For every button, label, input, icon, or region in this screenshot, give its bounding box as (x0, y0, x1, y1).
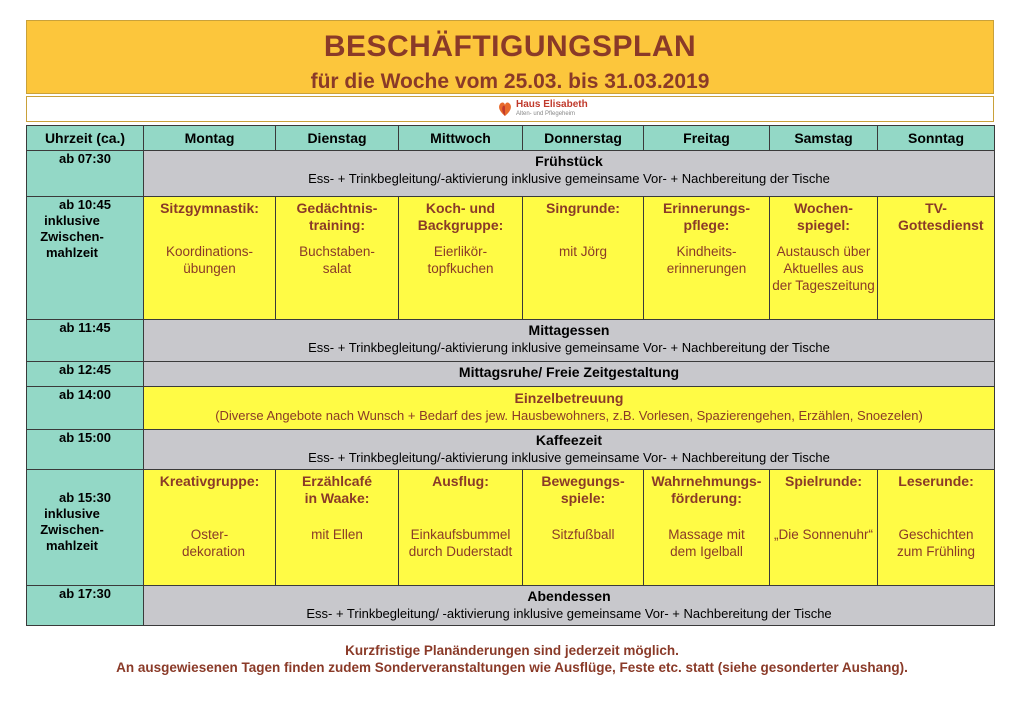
col-header-dienstag: Dienstag (276, 126, 399, 151)
activity-title: Koch- und Backgruppe: (417, 200, 504, 233)
time-label: ab 12:45 (58, 362, 112, 377)
activity-cell-samstag (770, 197, 878, 320)
activity-title: Wochen-spiegel: (794, 200, 853, 233)
footer-note-changes: Kurzfristige Planänderungen sind jederzeit möglich. (345, 643, 679, 658)
time-cell (27, 362, 144, 387)
activity-cell-dienstag (276, 470, 399, 586)
meal-description: Ess- + Trinkbegleitung/-aktivierung inklusive gemeinsame Vor- + Nachbereitung der Tische (308, 340, 830, 355)
time-cell (27, 430, 144, 470)
activity-title: Wahrnehmungs-förderung: (651, 473, 762, 506)
activity-title: Gedächtnis-training: (296, 200, 378, 233)
meal-description: Ess- + Trinkbegleitung/-aktivierung inklusive gemeinsame Vor- + Nachbereitung der Tische (308, 171, 830, 186)
meal-title: Mittagessen (528, 322, 610, 338)
activity-description: Eierlikör-topfkuchen (427, 244, 494, 276)
activity-title: Sitzgymnastik: (160, 200, 259, 216)
activity-title: Erzählcafé in Waake: (301, 473, 373, 506)
activity-cell-donnerstag (523, 470, 644, 586)
col-header-samstag: Samstag (770, 126, 878, 151)
footer-note-events: An ausgewiesenen Tagen finden zudem Sonderveranstaltungen wie Ausflüge, Feste etc. statt (siehe gesonderter Aushang). (116, 660, 908, 675)
meal-title: Frühstück (535, 153, 603, 169)
activity-description: „Die Sonnenuhr“ (773, 527, 874, 542)
activity-title: Singrunde: (546, 200, 620, 216)
col-header-freitag: Freitag (644, 126, 770, 151)
meal-title: Kaffeezeit (535, 432, 603, 448)
activity-title: Kreativgruppe: (159, 473, 260, 489)
activity-description: Kindheits-erinnerungen (666, 244, 747, 276)
activity-description: Koordinations-übungen (165, 244, 254, 276)
time-cell (27, 586, 144, 626)
meal-description: Ess- + Trinkbegleitung/-aktivierung inklusive gemeinsame Vor- + Nachbereitung der Tische (308, 450, 830, 465)
activity-title: Erinnerungs-pflege: (662, 200, 751, 233)
time-label: ab 14:00 (58, 387, 112, 402)
activity-cell-freitag (644, 470, 770, 586)
activity-title: Spielrunde: (784, 473, 862, 489)
time-label: ab 17:30 (58, 586, 112, 601)
table-header-row (27, 126, 995, 151)
activity-title: Ausflug: (432, 473, 489, 489)
activity-description: Buchstaben-salat (299, 244, 375, 276)
activity-description: Oster-dekoration (182, 527, 246, 559)
week-subtitle: für die Woche vom 25.03. bis 31.03.2019 (310, 70, 710, 93)
activity-cell-mittwoch (399, 470, 523, 586)
time-cell (27, 470, 144, 586)
time-cell (27, 151, 144, 197)
activity-description: Einkaufsbummel durch Duderstadt (408, 527, 513, 559)
activity-cell-donnerstag (523, 197, 644, 320)
table-row (27, 470, 995, 586)
rest-cell (144, 362, 995, 387)
activity-cell-montag (144, 470, 276, 586)
individual-care-cell (144, 387, 995, 430)
meal-cell (144, 320, 995, 362)
table-row (27, 151, 995, 197)
table-row (27, 387, 995, 430)
meal-cell (144, 586, 995, 626)
time-label: ab 11:45 (59, 320, 111, 335)
activity-cell-sonntag (878, 197, 995, 320)
table-row (27, 197, 995, 320)
activity-title: Leserunde: (898, 473, 974, 489)
activity-cell-freitag (644, 197, 770, 320)
activity-cell-sonntag (878, 470, 995, 586)
time-label: ab 07:30 (58, 151, 112, 166)
time-cell (27, 320, 144, 362)
time-note: inklusive Zwischen-mahlzeit (40, 506, 104, 553)
schedule-table (26, 125, 995, 626)
activity-cell-dienstag (276, 197, 399, 320)
meal-cell (144, 430, 995, 470)
activity-cell-mittwoch (399, 197, 523, 320)
logo-strip (26, 96, 994, 122)
activity-description: Austausch über Aktuelles aus der Tageszeitung (772, 244, 875, 293)
time-label: ab 15:00 (58, 430, 112, 445)
meal-description: Ess- + Trinkbegleitung/ -aktivierung inklusive gemeinsame Vor- + Nachbereitung der Tische (306, 606, 832, 621)
col-header-time: Uhrzeit (ca.) (27, 126, 144, 151)
activity-title: Bewegungs-spiele: (541, 473, 625, 506)
time-cell (27, 197, 144, 320)
table-row (27, 320, 995, 362)
individual-care-title: Einzelbetreuung (514, 390, 624, 406)
meal-title: Abendessen (527, 588, 611, 604)
page-title: BESCHÄFTIGUNGSPLAN (323, 30, 697, 63)
activity-cell-montag (144, 197, 276, 320)
time-label: ab 10:45 (58, 197, 112, 212)
time-note: inklusive Zwischen-mahlzeit (40, 213, 104, 260)
individual-care-description: (Diverse Angebote nach Wunsch + Bedarf des jew. Hausbewohners, z.B. Vorlesen, Spazierengehen, Erzählen, Snoezelen) (215, 408, 923, 423)
activity-cell-samstag (770, 470, 878, 586)
activity-title: TV-Gottesdienst (898, 200, 984, 233)
activity-description: Geschichten zum Frühling (896, 527, 976, 559)
table-row (27, 430, 995, 470)
col-header-montag: Montag (144, 126, 276, 151)
col-header-donnerstag: Donnerstag (523, 126, 644, 151)
meal-cell (144, 151, 995, 197)
heart-logo-icon (497, 100, 513, 118)
activity-description: mit Jörg (558, 244, 607, 259)
haus-elisabeth-logo (497, 99, 637, 121)
table-row (27, 362, 995, 387)
time-label: ab 15:30 (58, 490, 112, 505)
col-header-sonntag: Sonntag (878, 126, 995, 151)
logo-name: Haus Elisabeth (516, 99, 588, 110)
activity-description: Sitzfußball (551, 527, 615, 542)
logo-tagline: Alten- und Pflegeheim (516, 111, 576, 117)
col-header-mittwoch: Mittwoch (399, 126, 523, 151)
time-cell (27, 387, 144, 430)
activity-description: mit Ellen (311, 527, 363, 542)
table-row (27, 586, 995, 626)
activity-description: Massage mit dem Igelball (668, 527, 745, 559)
rest-title: Mittagsruhe/ Freie Zeitgestaltung (458, 364, 680, 380)
plan-header (26, 20, 994, 94)
